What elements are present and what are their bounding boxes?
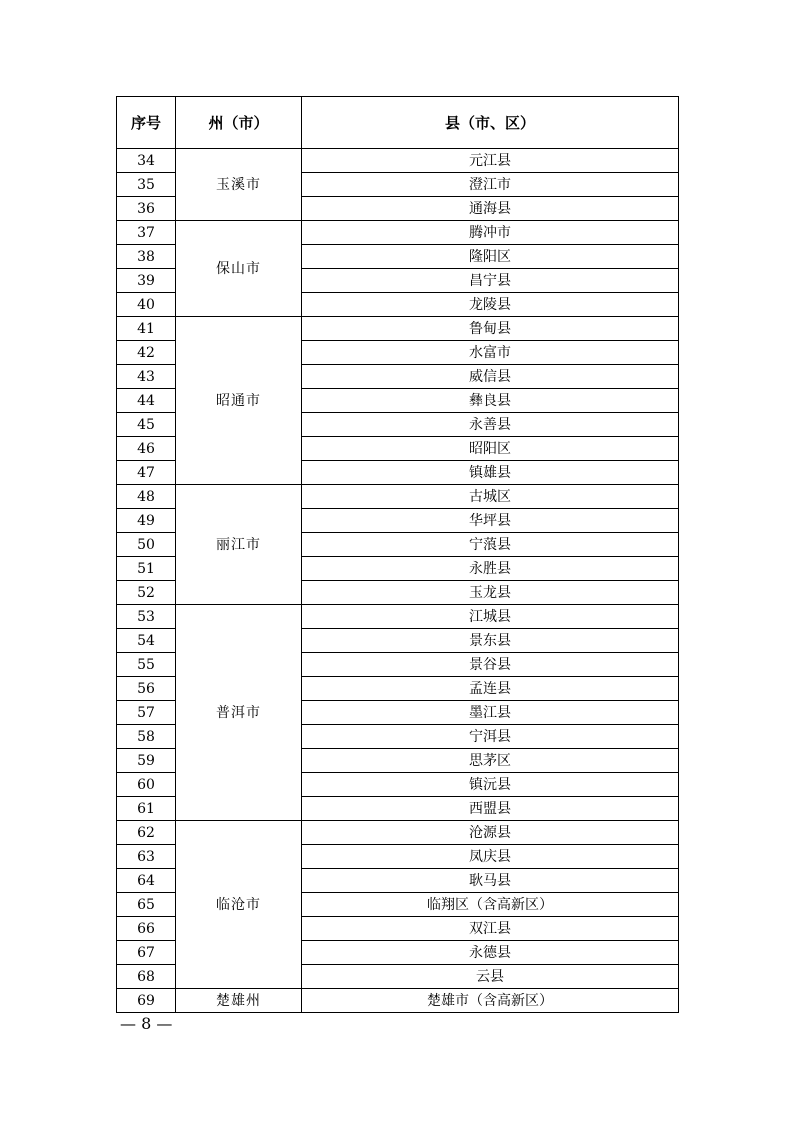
page-number: — 8 — xyxy=(120,1014,173,1033)
prefecture-cell: 保山市 xyxy=(176,221,302,317)
seq-cell: 56 xyxy=(117,677,176,701)
county-cell: 景谷县 xyxy=(302,653,679,677)
county-cell: 临翔区（含高新区） xyxy=(302,893,679,917)
seq-cell: 69 xyxy=(117,989,176,1013)
county-cell: 宁洱县 xyxy=(302,725,679,749)
county-cell: 云县 xyxy=(302,965,679,989)
county-cell: 景东县 xyxy=(302,629,679,653)
seq-cell: 44 xyxy=(117,389,176,413)
prefecture-cell: 丽江市 xyxy=(176,485,302,605)
prefecture-cell: 临沧市 xyxy=(176,821,302,989)
table-header-row xyxy=(117,97,679,149)
seq-cell: 52 xyxy=(117,581,176,605)
county-cell: 古城区 xyxy=(302,485,679,509)
seq-cell: 59 xyxy=(117,749,176,773)
county-cell: 江城县 xyxy=(302,605,679,629)
seq-cell: 62 xyxy=(117,821,176,845)
county-cell: 西盟县 xyxy=(302,797,679,821)
header-county: 县（市、区） xyxy=(302,97,679,149)
table-row xyxy=(117,317,679,341)
county-cell: 镇雄县 xyxy=(302,461,679,485)
county-cell: 腾冲市 xyxy=(302,221,679,245)
table-row xyxy=(117,221,679,245)
table-row xyxy=(117,821,679,845)
seq-cell: 34 xyxy=(117,149,176,173)
seq-cell: 37 xyxy=(117,221,176,245)
seq-cell: 48 xyxy=(117,485,176,509)
county-cell: 宁蒗县 xyxy=(302,533,679,557)
county-cell: 楚雄市（含高新区） xyxy=(302,989,679,1013)
county-cell: 澄江市 xyxy=(302,173,679,197)
seq-cell: 47 xyxy=(117,461,176,485)
seq-cell: 57 xyxy=(117,701,176,725)
seq-cell: 43 xyxy=(117,365,176,389)
county-cell: 双江县 xyxy=(302,917,679,941)
seq-cell: 45 xyxy=(117,413,176,437)
header-seq: 序号 xyxy=(117,97,176,149)
seq-cell: 40 xyxy=(117,293,176,317)
county-cell: 永胜县 xyxy=(302,557,679,581)
county-cell: 永善县 xyxy=(302,413,679,437)
seq-cell: 68 xyxy=(117,965,176,989)
seq-cell: 42 xyxy=(117,341,176,365)
county-cell: 彝良县 xyxy=(302,389,679,413)
county-cell: 思茅区 xyxy=(302,749,679,773)
county-cell: 龙陵县 xyxy=(302,293,679,317)
seq-cell: 55 xyxy=(117,653,176,677)
county-cell: 永德县 xyxy=(302,941,679,965)
county-cell: 孟连县 xyxy=(302,677,679,701)
county-cell: 隆阳区 xyxy=(302,245,679,269)
seq-cell: 65 xyxy=(117,893,176,917)
table-body xyxy=(117,149,679,1013)
county-cell: 凤庆县 xyxy=(302,845,679,869)
county-cell: 水富市 xyxy=(302,341,679,365)
seq-cell: 46 xyxy=(117,437,176,461)
prefecture-cell: 楚雄州 xyxy=(176,989,302,1013)
seq-cell: 38 xyxy=(117,245,176,269)
county-list-table xyxy=(116,96,679,1013)
prefecture-cell: 玉溪市 xyxy=(176,149,302,221)
prefecture-cell: 普洱市 xyxy=(176,605,302,821)
county-cell: 墨江县 xyxy=(302,701,679,725)
prefecture-cell: 昭通市 xyxy=(176,317,302,485)
seq-cell: 35 xyxy=(117,173,176,197)
seq-cell: 41 xyxy=(117,317,176,341)
seq-cell: 51 xyxy=(117,557,176,581)
seq-cell: 50 xyxy=(117,533,176,557)
county-cell: 昌宁县 xyxy=(302,269,679,293)
county-cell: 沧源县 xyxy=(302,821,679,845)
county-cell: 华坪县 xyxy=(302,509,679,533)
seq-cell: 39 xyxy=(117,269,176,293)
seq-cell: 66 xyxy=(117,917,176,941)
seq-cell: 58 xyxy=(117,725,176,749)
seq-cell: 53 xyxy=(117,605,176,629)
header-prefecture: 州（市） xyxy=(176,97,302,149)
table-row xyxy=(117,605,679,629)
county-cell: 镇沅县 xyxy=(302,773,679,797)
seq-cell: 64 xyxy=(117,869,176,893)
table-row xyxy=(117,485,679,509)
seq-cell: 49 xyxy=(117,509,176,533)
county-cell: 昭阳区 xyxy=(302,437,679,461)
seq-cell: 36 xyxy=(117,197,176,221)
county-cell: 玉龙县 xyxy=(302,581,679,605)
seq-cell: 67 xyxy=(117,941,176,965)
table-row xyxy=(117,149,679,173)
seq-cell: 61 xyxy=(117,797,176,821)
seq-cell: 60 xyxy=(117,773,176,797)
table-row xyxy=(117,989,679,1013)
county-cell: 耿马县 xyxy=(302,869,679,893)
county-cell: 鲁甸县 xyxy=(302,317,679,341)
seq-cell: 54 xyxy=(117,629,176,653)
seq-cell: 63 xyxy=(117,845,176,869)
county-cell: 威信县 xyxy=(302,365,679,389)
county-cell: 元江县 xyxy=(302,149,679,173)
county-cell: 通海县 xyxy=(302,197,679,221)
